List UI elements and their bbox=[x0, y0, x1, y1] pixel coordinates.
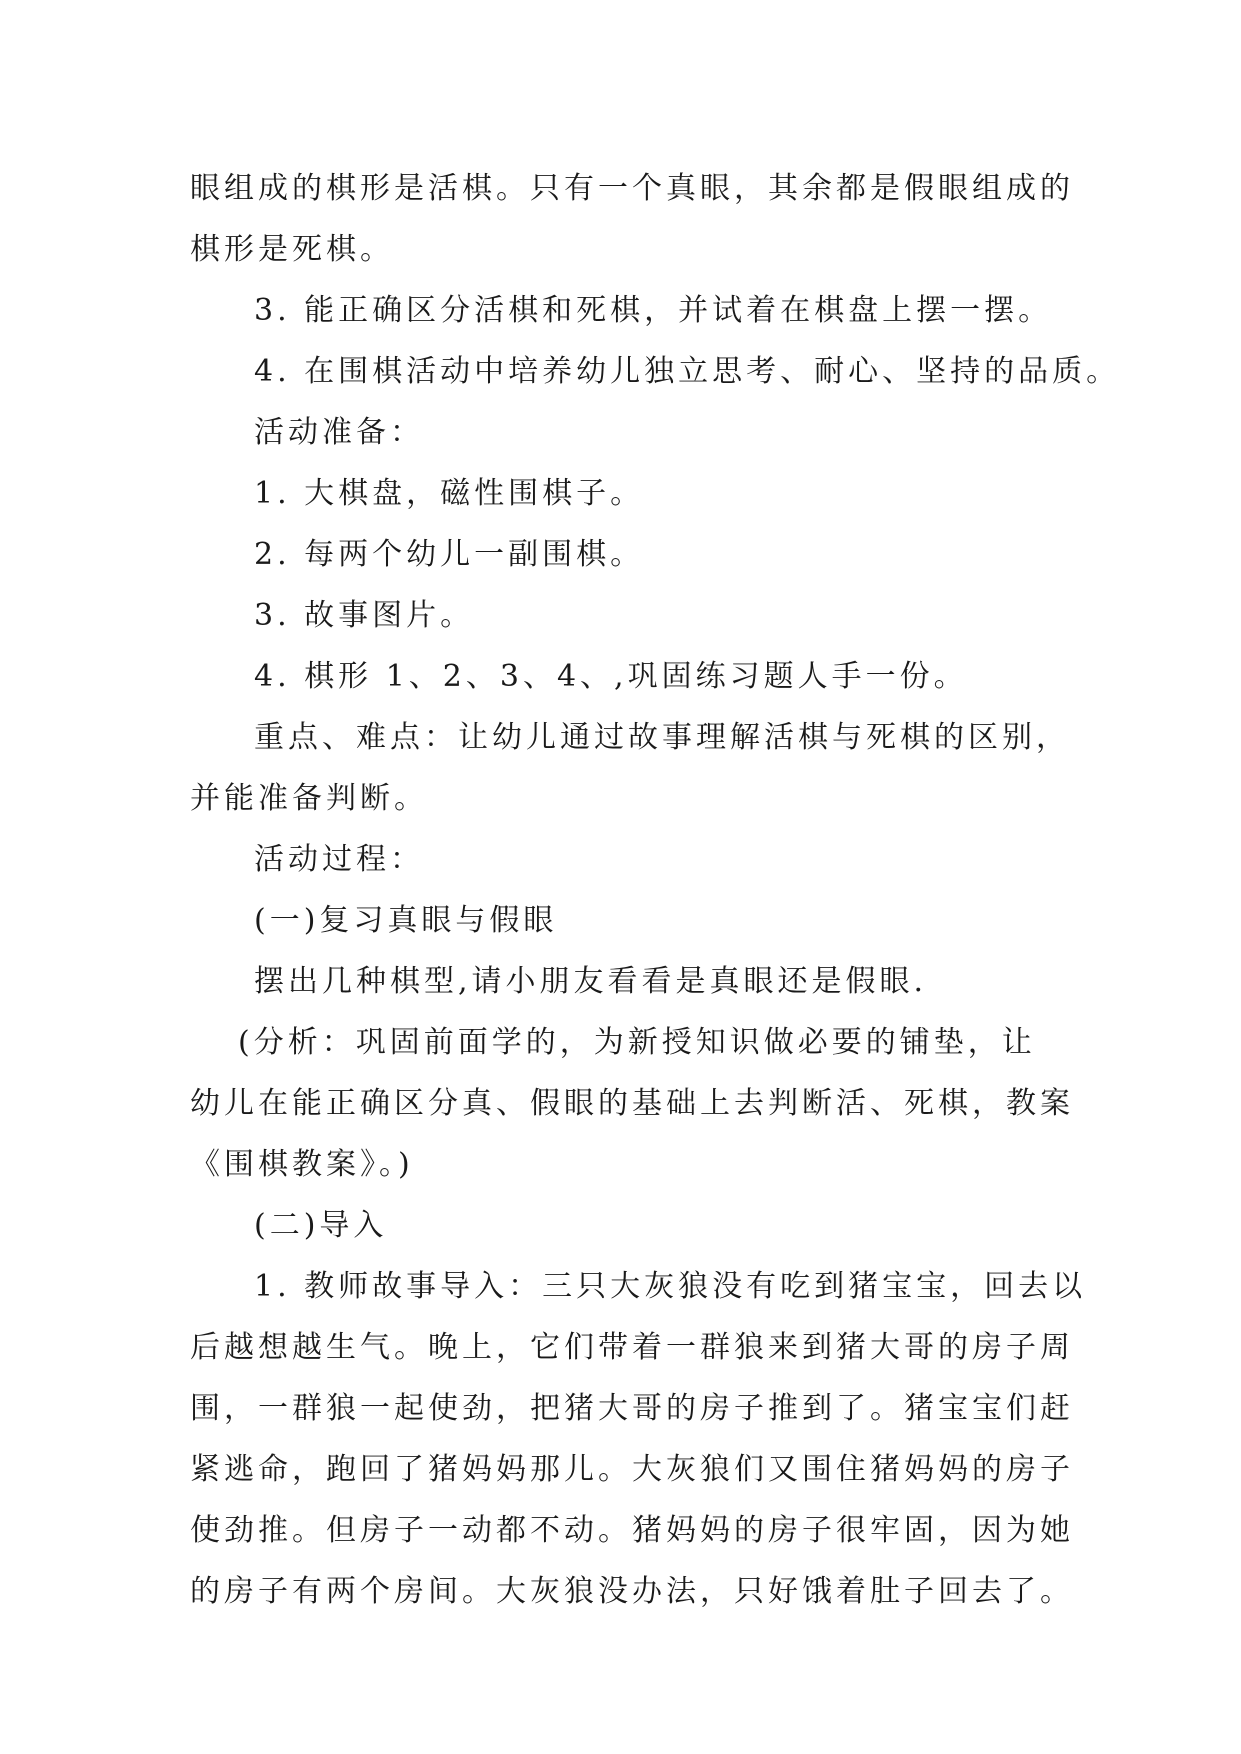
text-line: 《围棋教案》。) bbox=[190, 1147, 414, 1182]
text-line: 并能准备判断。 bbox=[190, 781, 428, 816]
text-line: 4. 在围棋活动中培养幼儿独立思考、耐心、坚持的品质。 bbox=[254, 354, 1121, 389]
text-line: 眼组成的棋形是活棋。只有一个真眼，其余都是假眼组成的 bbox=[190, 171, 1074, 206]
list-item: 2. 每两个幼儿一副围棋。 bbox=[254, 537, 645, 572]
document-body bbox=[190, 158, 1121, 1622]
subsection-heading: (一)复习真眼与假眼 bbox=[254, 903, 558, 938]
section-heading: 活动过程： bbox=[254, 842, 424, 877]
list-item: 3. 故事图片。 bbox=[254, 598, 475, 633]
text-line: 摆出几种棋型,请小朋友看看是真眼还是假眼. bbox=[254, 964, 928, 999]
text-line: 围，一群狼一起使劲，把猪大哥的房子推到了。猪宝宝们赶 bbox=[190, 1391, 1074, 1426]
section-heading: 活动准备： bbox=[254, 415, 424, 450]
text-line: 后越想越生气。晚上，它们带着一群狼来到猪大哥的房子周 bbox=[190, 1330, 1074, 1365]
text-line: 幼儿在能正确区分真、假眼的基础上去判断活、死棋，教案 bbox=[190, 1086, 1074, 1121]
text-line: 3. 能正确区分活棋和死棋，并试着在棋盘上摆一摆。 bbox=[254, 293, 1053, 328]
text-line: 重点、难点：让幼儿通过故事理解活棋与死棋的区别， bbox=[254, 720, 1070, 755]
subsection-heading: (二)导入 bbox=[254, 1208, 388, 1243]
text-line: 棋形是死棋。 bbox=[190, 232, 394, 267]
list-item: 1. 大棋盘，磁性围棋子。 bbox=[254, 476, 645, 511]
text-line: 的房子有两个房间。大灰狼没办法，只好饿着肚子回去了。 bbox=[190, 1574, 1074, 1609]
text-line: 紧逃命，跑回了猪妈妈那儿。大灰狼们又围住猪妈妈的房子 bbox=[190, 1452, 1074, 1487]
text-line: 使劲推。但房子一动都不动。猪妈妈的房子很牢固，因为她 bbox=[190, 1513, 1074, 1548]
list-item: 4. 棋形 1、2、3、4、,巩固练习题人手一份。 bbox=[254, 659, 968, 694]
text-line: (分析：巩固前面学的，为新授知识做必要的铺垫，让 bbox=[238, 1025, 1036, 1060]
text-line: 1. 教师故事导入：三只大灰狼没有吃到猪宝宝，回去以 bbox=[254, 1269, 1087, 1304]
